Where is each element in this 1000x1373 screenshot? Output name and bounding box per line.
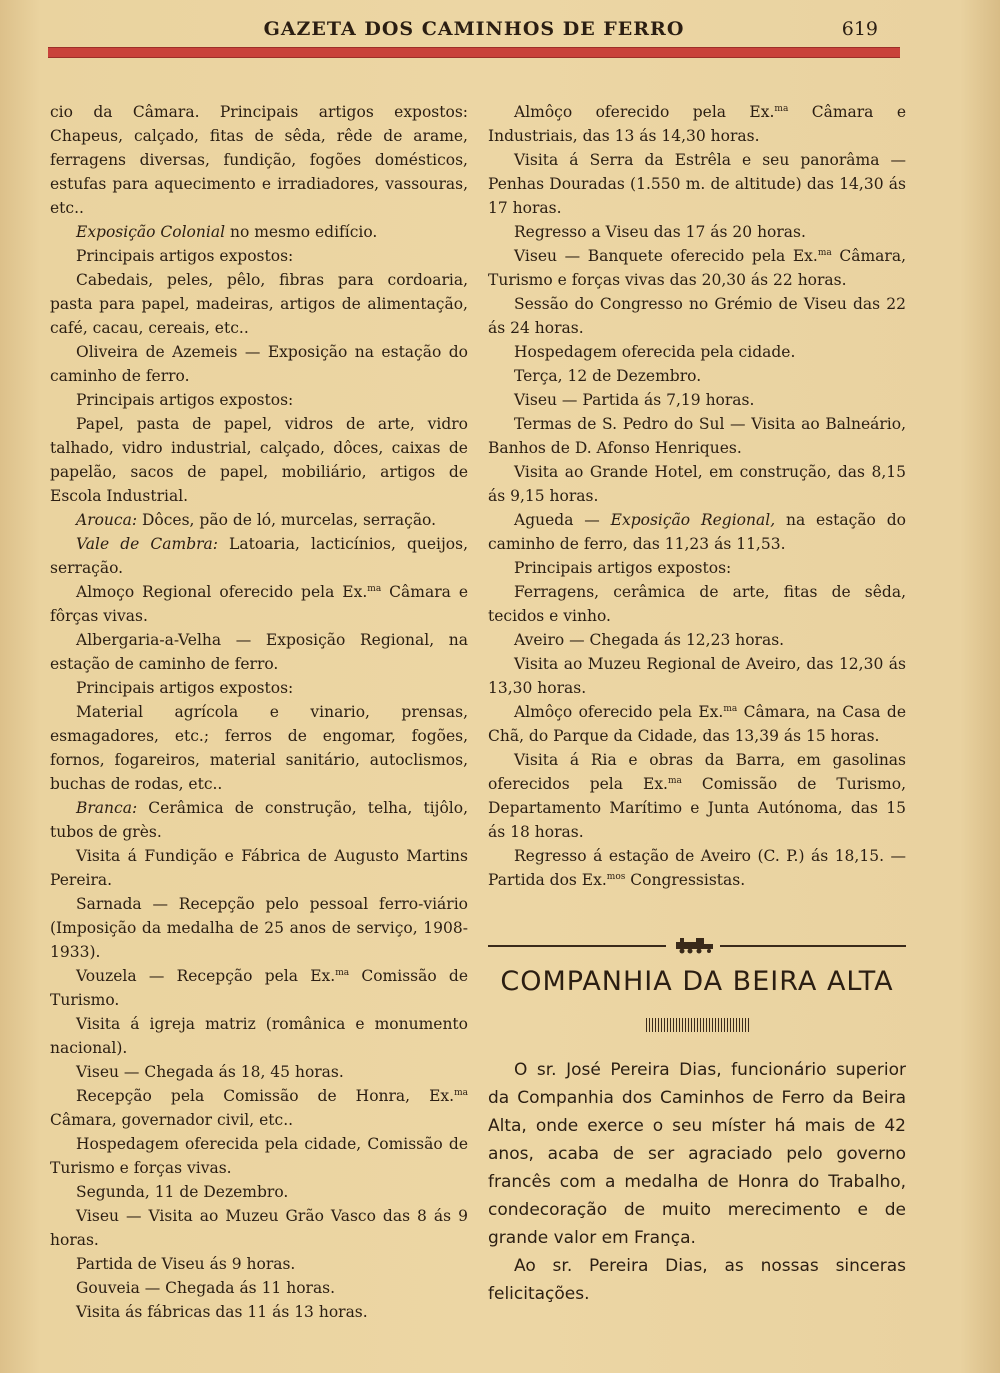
paragraph (50, 388, 468, 412)
text-run: Principais artigos expostos: (76, 247, 294, 265)
paragraph (50, 580, 468, 628)
paragraph (488, 748, 906, 844)
text-run: Viseu — Visita ao Muzeu Grão Vasco das 8 ás 9 horas. (50, 1207, 468, 1249)
paragraph (50, 676, 468, 700)
paragraph (488, 148, 906, 220)
superscript: ma (367, 583, 382, 594)
text-run: Visita á Ria e obras da Barra, em gasolinas oferecidos pela Ex. (488, 751, 906, 793)
text-run: Viseu — Partida ás 7,19 horas. (514, 391, 755, 409)
paragraph (488, 340, 906, 364)
left-column (50, 100, 468, 1324)
text-run: Vouzela — Recepção pela Ex. (76, 967, 336, 985)
text-run: Cabedais, peles, pêlo, fibras para cordoaria, pasta para papel, madeiras, artigos de alimentação, café, cacau, cereais, etc.. (50, 271, 468, 337)
paragraph (50, 220, 468, 244)
text-run: Câmara e fôrças vivas. (50, 583, 468, 625)
text-run: Latoaria, lacticínios, queijos, serração. (50, 535, 468, 577)
paragraph (488, 700, 906, 748)
text-run: Ferragens, cerâmica de arte, fitas de sêda, tecidos e vinho. (488, 583, 906, 625)
article-paragraph: Ao sr. Pereira Dias, as nossas sinceras felicitações. (488, 1256, 906, 1304)
superscript: ma (335, 967, 350, 978)
text-run: Visita á Fundição e Fábrica de Augusto Martins Pereira. (50, 847, 468, 889)
paragraph (488, 844, 906, 892)
paragraph (50, 700, 468, 796)
text-run: Vale de Cambra: (76, 535, 218, 553)
paragraph (50, 532, 468, 580)
text-run: Sarnada — Recepção pelo pessoal ferro-viário (Imposição da medalha de 25 anos de serviço, 1908-1933). (50, 895, 468, 961)
text-run: Almôço oferecido pela Ex. (514, 703, 724, 721)
text-run: Arouca: (76, 511, 138, 529)
paragraph (488, 628, 906, 652)
text-run: Termas de S. Pedro do Sul — Visita ao Balneário, Banhos de D. Afonso Henriques. (488, 415, 906, 457)
article-paragraph: O sr. José Pereira Dias, funcionário superior da Companhia dos Caminhos de Ferro da Beira Alta, onde exerce o seu míster há mais de 42 anos, acaba de ser agraciado pelo governo francês com a medalha de Honra do Trabalho, condecoração de muito merecimento e de grande valor em França. (488, 1060, 906, 1248)
paragraph (50, 892, 468, 964)
page-number: 619 (841, 18, 878, 40)
text-run: Principais artigos expostos: (514, 559, 732, 577)
paragraph (50, 244, 468, 268)
text-run: Cerâmica de construção, telha, tijôlo, tubos de grès. (50, 799, 468, 841)
paragraph (50, 1084, 468, 1132)
superscript: ma (668, 775, 682, 786)
paragraph (488, 580, 906, 628)
text-run: Viseu — Chegada ás 18, 45 horas. (76, 1063, 344, 1081)
text-run: Visita ao Grande Hotel, em construção, das 8,15 ás 9,15 horas. (488, 463, 906, 505)
text-run: Almoço Regional oferecido pela Ex. (76, 583, 368, 601)
text-run: Papel, pasta de papel, vidros de arte, vidro talhado, vidro industrial, calçado, dôces, caixas de papelão, sacos de papel, mobiliário, artigos de Escola Industrial. (50, 415, 468, 505)
paragraph (488, 292, 906, 340)
paragraph (50, 1132, 468, 1180)
text-run: Regresso a Viseu das 17 ás 20 horas. (514, 223, 806, 241)
paragraph (488, 460, 906, 508)
paragraph (488, 220, 906, 244)
paragraph (50, 964, 468, 1012)
paragraph (488, 244, 906, 292)
paragraph (488, 556, 906, 580)
text-run: Recepção pela Comissão de Honra, Ex. (76, 1087, 455, 1105)
text-run: Câmara e Industriais, das 13 ás 14,30 horas. (488, 103, 907, 145)
superscript: mos (606, 871, 626, 882)
text-run: Principais artigos expostos: (76, 391, 294, 409)
title-ornament-bar (646, 1018, 750, 1032)
text-run: Material agrícola e vinario, prensas, esmagadores, etc.; ferros de engomar, fogões, fornos, fogareiros, material sanitário, autoclismos, buchas de rodas, etc.. (50, 703, 468, 793)
paragraph (50, 1204, 468, 1252)
superscript: ma (774, 103, 789, 114)
paragraph (50, 1300, 468, 1324)
text-run: Câmara, na Casa de Chã, do Parque da Cidade, das 13,39 ás 15 horas. (488, 703, 906, 745)
text-run: Visita á igreja matriz (românica e monumento nacional). (50, 1015, 468, 1057)
text-run: Terça, 12 de Dezembro. (514, 367, 702, 385)
text-run: Câmara, Turismo e forças vivas das 20,30 ás 22 horas. (488, 247, 906, 289)
superscript: ma (454, 1087, 468, 1098)
text-run: Hospedagem oferecida pela cidade. (514, 343, 796, 361)
text-run: Albergaria-a-Velha — Exposição Regional, na estação de caminho de ferro. (50, 631, 468, 673)
paragraph (50, 100, 468, 220)
right-column (488, 100, 906, 892)
article-body (488, 1056, 906, 1308)
paragraph (50, 412, 468, 508)
paragraph (50, 340, 468, 388)
text-run: Exposição Colonial (76, 223, 226, 241)
superscript: ma (723, 703, 738, 714)
text-run: Gouveia — Chegada ás 11 horas. (76, 1279, 336, 1297)
text-run: Oliveira de Azemeis — Exposição na estação do caminho de ferro. (50, 343, 468, 385)
publication-title: GAZETA DOS CAMINHOS DE FERRO (263, 18, 685, 40)
paragraph (50, 844, 468, 892)
text-run: Almôço oferecido pela Ex. (514, 103, 775, 121)
paragraph (488, 412, 906, 460)
text-run: Hospedagem oferecida pela cidade, Comissão de Turismo e forças vivas. (50, 1135, 468, 1177)
text-run: cio da Câmara. Principais artigos expostos: Chapeus, calçado, fitas de sêda, rêde de arame, ferragens diversas, fundição, fogões domésticos, estufas para aquecimento e irradiadores, vassouras, etc.. (50, 103, 468, 217)
text-run: Branca: (76, 799, 138, 817)
paragraph (50, 628, 468, 676)
paragraph (488, 100, 906, 148)
paragraph (50, 796, 468, 844)
text-run: Principais artigos expostos: (76, 679, 294, 697)
paragraph (50, 508, 468, 532)
section-divider (488, 936, 906, 956)
text-run: Câmara, governador civil, etc.. (50, 1111, 294, 1129)
text-run: Sessão do Congresso no Grémio de Viseu das 22 ás 24 horas. (488, 295, 906, 337)
locomotive-icon (672, 936, 716, 954)
text-run: Aveiro — Chegada ás 12,23 horas. (514, 631, 785, 649)
text-run: Partida de Viseu ás 9 horas. (76, 1255, 296, 1273)
page-header (48, 18, 900, 44)
divider-line-left (488, 945, 666, 947)
text-run: Visita ás fábricas das 11 ás 13 horas. (76, 1303, 368, 1321)
text-run: Segunda, 11 de Dezembro. (76, 1183, 289, 1201)
text-run: Viseu — Banquete oferecido pela Ex. (514, 247, 818, 265)
text-run: no mesmo edifício. (225, 223, 378, 241)
text-run: Congressistas. (625, 871, 746, 889)
paragraph (50, 1180, 468, 1204)
superscript: ma (817, 247, 832, 258)
text-run: Comissão de Turismo, Departamento Marítimo e Junta Autónoma, das 15 ás 18 horas. (488, 775, 906, 841)
paragraph (488, 508, 906, 556)
text-run: Visita á Serra da Estrêla e seu panorâma — Penhas Douradas (1.550 m. de altitude) das 14,30 ás 17 horas. (488, 151, 906, 217)
header-rule (48, 47, 900, 58)
paragraph (50, 268, 468, 340)
text-run: Exposição Regional, (610, 511, 776, 529)
section-title: COMPANHIA DA BEIRA ALTA (500, 966, 894, 997)
text-run: Dôces, pão de ló, murcelas, serração. (137, 511, 437, 529)
paragraph (488, 364, 906, 388)
paragraph (50, 1252, 468, 1276)
text-run: Visita ao Muzeu Regional de Aveiro, das 12,30 ás 13,30 horas. (488, 655, 906, 697)
paragraph (488, 652, 906, 700)
paragraph (50, 1012, 468, 1060)
paragraph (50, 1060, 468, 1084)
text-run: Agueda — (514, 511, 611, 529)
paragraph (488, 388, 906, 412)
text-run: Comissão de Turismo. (50, 967, 468, 1009)
divider-line-right (720, 945, 906, 947)
text-run: na estação do caminho de ferro, das 11,23 ás 11,53. (488, 511, 906, 553)
text-run: Regresso á estação de Aveiro (C. P.) ás 18,15. — Partida dos Ex. (488, 847, 906, 889)
paragraph (50, 1276, 468, 1300)
